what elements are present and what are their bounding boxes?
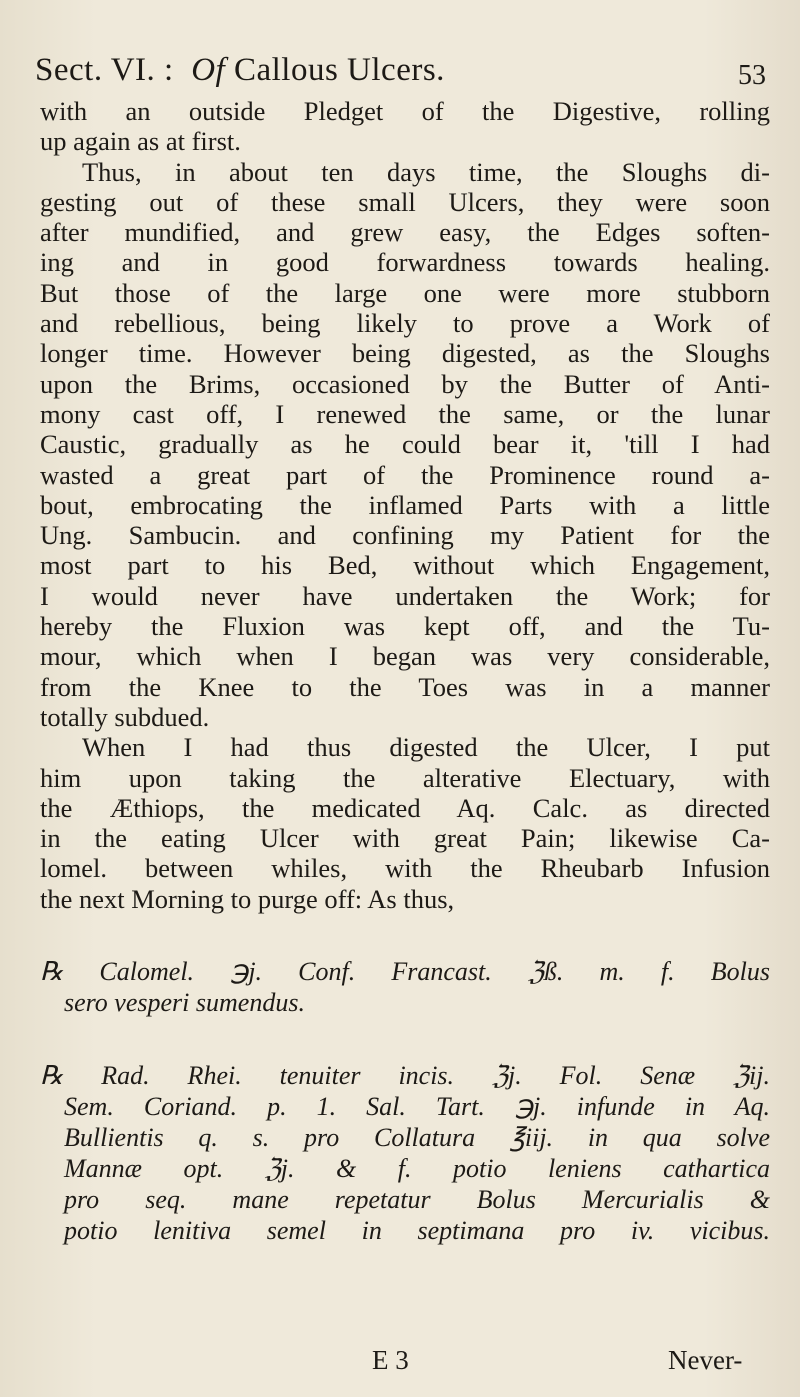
spacer xyxy=(40,1018,770,1060)
text-line: mony cast off, I renewed the same, or the lunar xyxy=(40,398,770,429)
text-line: him upon taking the alterative Electuary, with xyxy=(40,762,770,793)
prescription-line: ℞ Rad. Rhei. tenuiter incis. ℨj. Fol. Senæ ℨij. xyxy=(40,1061,770,1091)
spacer xyxy=(40,914,770,956)
prescription-line: sero vesperi sumendus. xyxy=(64,988,305,1018)
prescription xyxy=(40,1060,770,1246)
prescription-line: Mannæ opt. ℨj. & f. potio leniens cathartica xyxy=(64,1154,770,1184)
running-head: Sect. VI. : Of Callous Ulcers. xyxy=(35,52,445,88)
text-line: upon the Brims, occasioned by the Butter of Anti- xyxy=(40,368,770,399)
text-line: lomel. between whiles, with the Rheubarb Infusion xyxy=(40,853,770,884)
text-line: Caustic, gradually as he could bear it, 'till I had xyxy=(40,429,770,460)
text-line: Thus, in about ten days time, the Sloughs di- xyxy=(82,156,770,187)
text-line: gesting out of these small Ulcers, they were soon xyxy=(40,186,770,217)
text-line: wasted a great part of the Prominence round a- xyxy=(40,459,770,490)
running-head-title: Callous Ulcers. xyxy=(233,52,445,88)
prescription-line: pro seq. mane repetatur Bolus Mercurialis & xyxy=(64,1185,770,1215)
body-text xyxy=(40,96,770,1246)
text-line: ing and in good forwardness towards healing. xyxy=(40,247,770,278)
text-line: and rebellious, being likely to prove a Work of xyxy=(40,308,770,339)
text-line: after mundified, and grew easy, the Edges soften- xyxy=(40,217,770,248)
prescription-line: ℞ Calomel. ℈j. Conf. Francast. ℨß. m. f. Bolus xyxy=(40,957,770,987)
text-line: in the eating Ulcer with great Pain; likewise Ca- xyxy=(40,823,770,854)
text-line: Ung. Sambucin. and confining my Patient for the xyxy=(40,520,770,551)
text-line: longer time. However being digested, as the Sloughs xyxy=(40,338,770,369)
text-line: When I had thus digested the Ulcer, I put xyxy=(82,732,770,763)
prescription xyxy=(40,956,770,1018)
text-line: But those of the large one were more stubborn xyxy=(40,277,770,308)
text-line: the Æthiops, the medicated Aq. Calc. as directed xyxy=(40,792,770,823)
text-line: bout, embrocating the inflamed Parts with a little xyxy=(40,489,770,520)
text-line: from the Knee to the Toes was in a manner xyxy=(40,671,770,702)
prescription-line: potio lenitiva semel in septimana pro iv. vicibus. xyxy=(64,1216,770,1246)
text-line: I would never have undertaken the Work; for xyxy=(40,580,770,611)
page-number: 53 xyxy=(738,60,766,91)
running-head-italic: Of xyxy=(191,52,226,88)
catchword: Never- xyxy=(668,1345,743,1375)
prescription-line: Sem. Coriand. p. 1. Sal. Tart. ℈j. infunde in Aq. xyxy=(64,1092,770,1122)
signature-mark: E 3 xyxy=(372,1345,409,1375)
text-line: totally subdued. xyxy=(40,701,210,732)
page-header xyxy=(35,52,735,98)
text-line: the next Morning to purge off: As thus, xyxy=(40,883,455,914)
prescription-line: Bullientis q. s. pro Collatura ℥iij. in qua solve xyxy=(64,1123,770,1153)
text-line: most part to his Bed, without which Engagement, xyxy=(40,550,770,581)
text-line: up again as at first. xyxy=(40,126,241,157)
section-label: Sect. VI. xyxy=(35,52,156,88)
text-line: with an outside Pledget of the Digestive, rolling xyxy=(40,96,770,126)
text-line: hereby the Fluxion was kept off, and the Tu- xyxy=(40,611,770,642)
text-line: mour, which when I began was very considerable, xyxy=(40,641,770,672)
